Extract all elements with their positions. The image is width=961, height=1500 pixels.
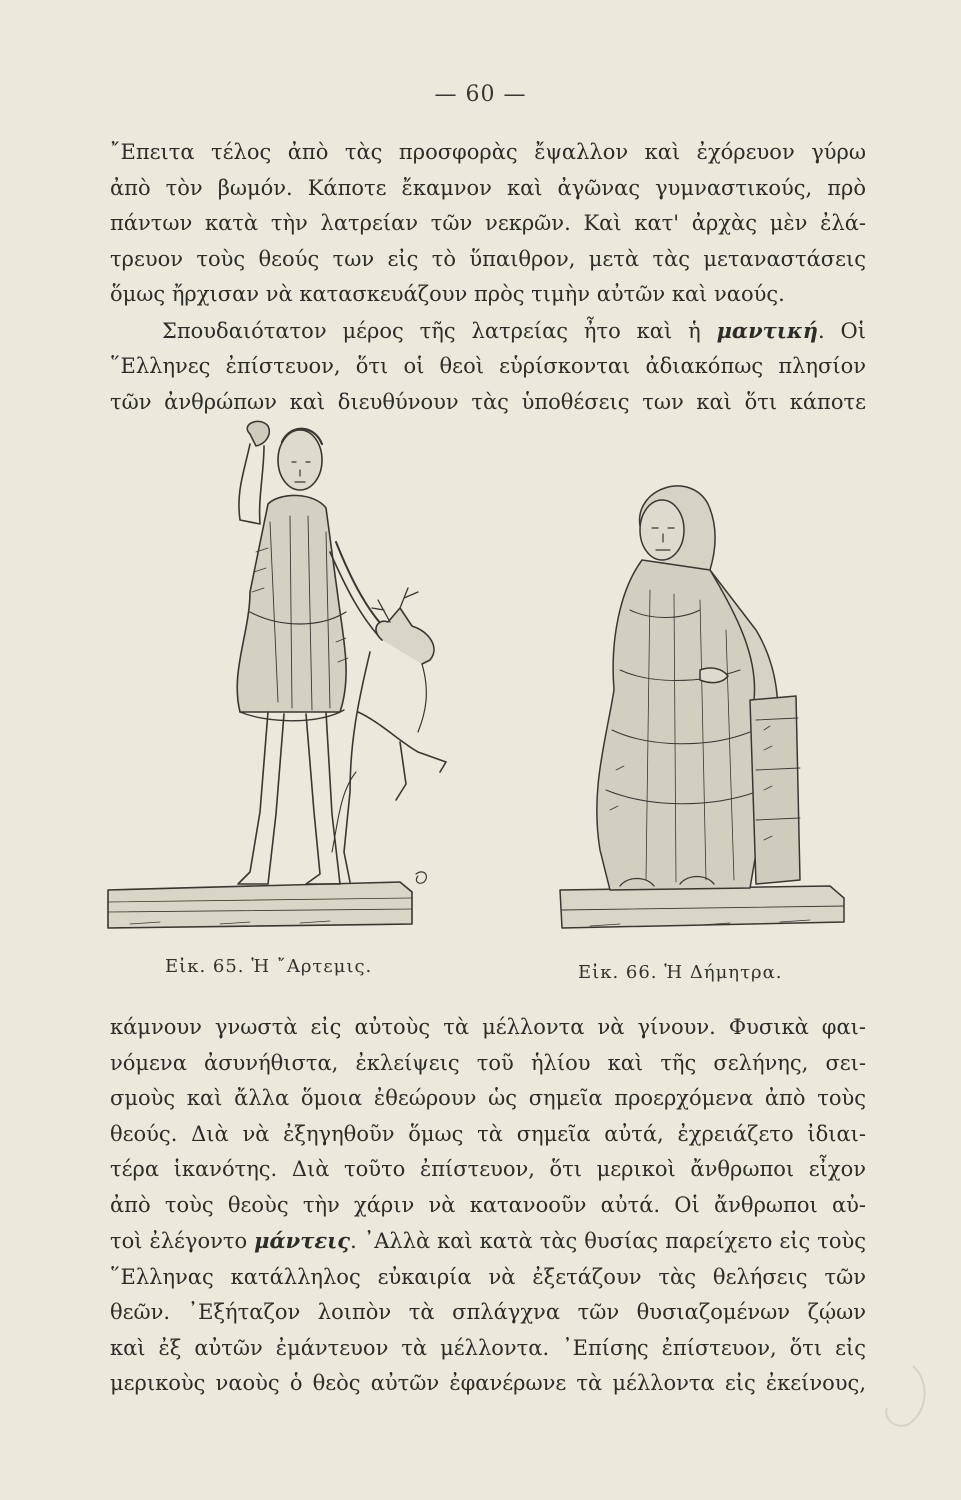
text-segment: τοὶ ἐλέγοντο (110, 1229, 255, 1253)
figure-65-caption: Εἰκ. 65. Ἡ ῎Αρτεμις. (165, 956, 373, 977)
top-text-block (110, 135, 866, 420)
bottom-text-block (110, 1010, 866, 1402)
text-line: ὅμως ἤρχισαν νὰ κατασκευάζουν πρὸς τιμὴν αὐτῶν καὶ ναούς. (110, 282, 785, 306)
page-number: — 60 — (434, 82, 527, 107)
text-line: ῎Επειτα τέλος ἀπὸ τὰς προσφορὰς ἔψαλλον καὶ ἐχόρευον γύρω (110, 140, 866, 164)
text-line: τέρα ἱκανότης. Διὰ τοῦτο ἐπίστευον, ὅτι μερικοὶ ἄνθρωποι εἶχον (110, 1157, 866, 1181)
emphasized-term: μάντεις (254, 1228, 351, 1253)
text-line (110, 313, 866, 350)
text-segment: Σπουδαιότατον μέρος τῆς λατρείας ἦτο καὶ ἡ (162, 318, 717, 343)
demeter-figure (550, 470, 850, 950)
text-line: τρευον τοὺς θεούς των εἰς τὸ ὕπαιθρον, μετὰ τὰς μεταναστάσεις (110, 246, 866, 271)
paragraph-seers (110, 1010, 866, 1402)
text-line: σμοὺς καὶ ἄλλα ὅμοια ἐθεώρουν ὡς σημεῖα προερχόμενα ἀπὸ τοὺς (110, 1086, 866, 1110)
demeter-statue-engraving-icon (550, 470, 850, 950)
text-line (110, 1223, 866, 1260)
paper-fold-mark-icon (873, 1360, 933, 1430)
paragraph-divination (110, 313, 866, 421)
text-line: ῞Ελληνες ἐπίστευον, ὅτι οἱ θεοὶ εὑρίσκονται ἀδιακόπως πλησίον (110, 354, 866, 378)
text-line: ἀπὸ τὸν βωμόν. Κάποτε ἔκαμνον καὶ ἀγῶνας γυμναστικούς, πρὸ (110, 175, 866, 200)
artemis-statue-engraving-icon (100, 412, 460, 952)
text-line: τῶν ἀνθρώπων καὶ διευθύνουν τὰς ὑποθέσεις των καὶ ὅτι κάποτε (110, 389, 866, 414)
artemis-figure (100, 412, 460, 952)
paragraph-worship (110, 135, 866, 313)
text-line: νόμενα ἀσυνήθιστα, ἐκλείψεις τοῦ ἡλίου καὶ τῆς σελήνης, σει- (110, 1050, 866, 1075)
text-segment: . Οἱ (817, 318, 866, 343)
text-line: μερικοὺς ναοὺς ὁ θεὸς αὐτῶν ἐφανέρωνε τὰ μέλλοντα εἰς ἐκείνους, (110, 1371, 866, 1395)
text-line: ἀπὸ τοὺς θεοὺς τὴν χάριν νὰ κατανοοῦν αὐτά. Οἱ ἄνθρωποι αὐ- (110, 1192, 866, 1217)
text-segment: . ᾿Αλλὰ καὶ κατὰ τὰς θυσίας παρείχετο εἰς τοὺς (350, 1229, 867, 1253)
text-line: πάντων κατὰ τὴν λατρείαν τῶν νεκρῶν. Καὶ κατ' ἀρχὰς μὲν ἐλά- (110, 211, 866, 235)
text-line: καὶ ἐξ αὐτῶν ἐμάντευον τὰ μέλλοντα. ᾿Επίσης ἐπίστευον, ὅτι εἰς (110, 1335, 866, 1360)
text-line: θεῶν. ᾿Εξήταζον λοιπὸν τὰ σπλάγχνα τῶν θυσιαζομένων ζῴων (110, 1300, 866, 1324)
text-line: ῞Ελληνας κατάλληλος εὐκαιρία νὰ ἐξετάζουν τὰς θελήσεις τῶν (110, 1264, 866, 1289)
figure-66-caption: Εἰκ. 66. Ἡ Δήμητρα. (578, 962, 783, 983)
emphasized-term: μαντική (716, 317, 818, 343)
text-line: κάμνουν γνωστὰ εἰς αὐτοὺς τὰ μέλλοντα νὰ γίνουν. Φυσικὰ φαι- (110, 1015, 866, 1039)
text-line: θεούς. Διὰ νὰ ἐξηγηθοῦν ὅμως τὰ σημεῖα αὐτά, ἐχρειάζετο ἰδιαι- (110, 1121, 866, 1146)
